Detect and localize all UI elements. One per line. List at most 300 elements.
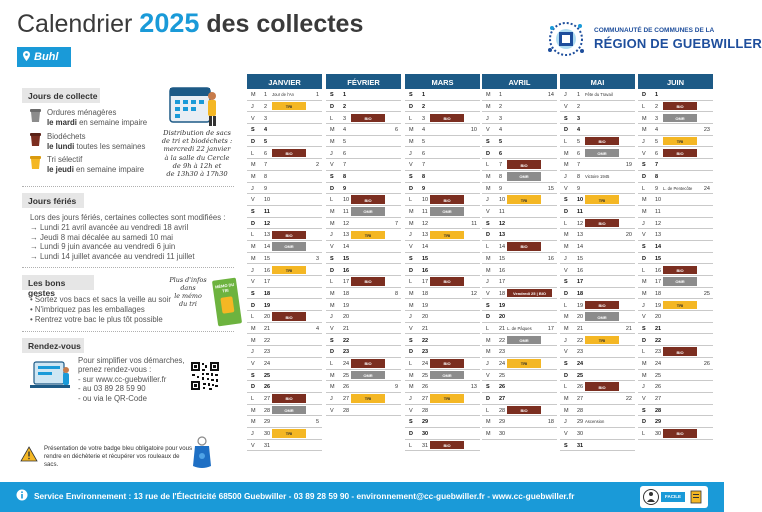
day-letter: D: [642, 174, 646, 180]
day-row: [405, 241, 480, 253]
day-row: [482, 206, 557, 218]
collection-tag: BIO: [663, 149, 697, 157]
day-letter: M: [409, 127, 414, 134]
week-number: 6: [394, 127, 398, 134]
day-row: [326, 218, 401, 230]
week-number: 3: [315, 255, 319, 262]
day-number: 23: [577, 349, 584, 356]
day-number: 27: [422, 396, 429, 403]
day-row: [326, 311, 401, 323]
day-letter: M: [486, 431, 491, 438]
distribution-note-line: de tri et biodéchets :: [161, 137, 233, 146]
rendez-vous-line: - ou via le QR-Code: [78, 393, 147, 403]
distribution-note-line: de 9h à 12h et: [172, 161, 222, 170]
day-number: 20: [343, 314, 350, 321]
day-letter: J: [409, 396, 412, 403]
day-row: [326, 323, 401, 335]
warning-icon: [20, 446, 38, 462]
day-letter: V: [251, 115, 255, 122]
day-number: 12: [655, 220, 662, 227]
day-number: 11: [499, 209, 505, 216]
day-row: [247, 334, 322, 346]
day-row: [247, 101, 322, 113]
day-letter: V: [251, 361, 255, 367]
day-row: [560, 416, 635, 428]
day-letter: L: [564, 302, 568, 309]
collection-tag: TRI: [663, 301, 697, 309]
day-number: 2: [264, 103, 268, 110]
day-number: 9: [264, 185, 268, 192]
day-number: 17: [264, 279, 271, 286]
day-row: [326, 288, 401, 300]
day-number: 31: [264, 442, 271, 449]
grey-bin-icon: [30, 109, 41, 122]
day-number: 24: [499, 361, 506, 367]
day-number: 13: [577, 232, 584, 239]
collecte-tri-frequency: en semaine impaire: [76, 164, 145, 174]
day-number: 20: [499, 314, 506, 321]
week-number: 22: [625, 396, 632, 403]
day-letter: V: [330, 162, 334, 169]
day-letter: J: [642, 138, 645, 145]
day-row: [405, 346, 480, 358]
day-row: [638, 393, 713, 405]
day-letter: J: [251, 185, 254, 192]
day-letter: S: [330, 92, 334, 99]
holiday-label: Jour de l'An: [272, 92, 294, 98]
day-number: 19: [577, 302, 584, 309]
day-number: 3: [264, 115, 268, 122]
day-letter: V: [642, 150, 646, 157]
collection-tag: TRI: [272, 429, 306, 437]
day-row: [326, 147, 401, 159]
day-number: 15: [343, 255, 350, 262]
day-letter: J: [486, 361, 489, 367]
day-row: [638, 288, 713, 300]
day-row: [638, 124, 713, 136]
day-number: 26: [264, 384, 271, 391]
day-letter: M: [251, 337, 256, 344]
day-number: 16: [264, 267, 271, 274]
day-letter: J: [330, 314, 333, 321]
day-row: [638, 311, 713, 323]
day-row: [326, 171, 401, 183]
day-number: 29: [264, 419, 271, 426]
day-row: [326, 299, 401, 311]
day-letter: M: [251, 162, 256, 169]
facile-badge-label: FACILE: [661, 492, 685, 502]
day-number: 8: [343, 174, 347, 180]
day-number: 3: [343, 115, 347, 122]
day-row: [405, 194, 480, 206]
day-number: 13: [499, 232, 506, 239]
day-letter: M: [642, 372, 647, 379]
day-letter: L: [486, 325, 490, 332]
bons-gestes-item: • Sortez vos bacs et sacs la veille au soir: [30, 295, 171, 304]
day-letter: M: [486, 92, 491, 99]
month-column: [247, 74, 322, 451]
day-number: 3: [577, 115, 581, 122]
day-letter: J: [409, 232, 412, 239]
day-letter: M: [486, 255, 491, 262]
jours-feries-item: → Jeudi 8 mai décalée au samedi 10 mai: [30, 232, 174, 242]
day-letter: S: [409, 337, 413, 344]
day-letter: L: [564, 138, 568, 145]
day-letter: M: [251, 174, 256, 180]
day-letter: D: [251, 302, 255, 309]
day-row: [247, 159, 322, 171]
day-row: [560, 241, 635, 253]
collection-tag: BIO: [585, 219, 619, 227]
month-header: JUIN: [638, 74, 713, 89]
day-letter: L: [330, 361, 334, 367]
collection-tag: BIO: [430, 195, 464, 203]
day-row: [638, 416, 713, 428]
holiday-label: Ascension: [585, 419, 605, 425]
day-letter: M: [486, 174, 491, 180]
week-number: 20: [625, 232, 632, 239]
day-letter: S: [409, 255, 413, 262]
day-row: [247, 276, 322, 288]
day-row: [482, 346, 557, 358]
logo-line-2: RÉGION DE GUEBWILLER: [594, 36, 762, 51]
collection-tag: TRI: [663, 137, 697, 145]
day-row: [482, 264, 557, 276]
day-row: [405, 264, 480, 276]
day-number: 6: [655, 150, 659, 157]
jours-feries-item: → Lundi 14 juillet avancée au vendredi 11 juillet: [30, 252, 195, 262]
day-letter: J: [642, 220, 645, 227]
qr-code-icon[interactable]: [190, 361, 220, 391]
day-number: 4: [499, 127, 503, 134]
day-letter: M: [486, 185, 491, 192]
day-number: 5: [422, 138, 426, 145]
day-row: [560, 147, 635, 159]
day-row: [482, 405, 557, 417]
day-letter: L: [642, 267, 646, 274]
day-letter: S: [409, 419, 413, 426]
collecte-omr: [47, 108, 147, 127]
day-number: 11: [264, 209, 270, 216]
day-letter: J: [251, 349, 254, 356]
collection-tag: BIO: [507, 242, 541, 250]
day-number: 17: [577, 279, 584, 286]
day-row: [326, 89, 401, 101]
day-number: 27: [577, 396, 584, 403]
day-number: 12: [499, 220, 506, 227]
person-icon: [643, 489, 659, 505]
day-number: 21: [499, 325, 506, 332]
day-row: [560, 334, 635, 346]
day-letter: M: [486, 349, 491, 356]
day-letter: M: [251, 325, 256, 332]
day-letter: S: [251, 290, 255, 297]
day-row: [560, 159, 635, 171]
day-number: 28: [264, 407, 271, 414]
day-number: 25: [343, 372, 350, 379]
day-number: 21: [264, 325, 271, 332]
day-row: [247, 311, 322, 323]
day-letter: M: [409, 290, 414, 297]
day-number: 16: [655, 267, 662, 274]
day-row: [247, 370, 322, 382]
day-letter: D: [409, 267, 413, 274]
day-row: [482, 183, 557, 195]
day-letter: J: [251, 267, 254, 274]
day-number: 29: [577, 419, 584, 426]
day-letter: V: [564, 431, 568, 438]
day-letter: J: [486, 279, 489, 286]
week-number: 26: [703, 361, 710, 367]
day-row: [405, 183, 480, 195]
calendar-illustration-icon: [168, 82, 220, 128]
collection-tag: OMR: [430, 207, 464, 215]
footer-bar: [0, 482, 724, 512]
day-row: [405, 159, 480, 171]
day-number: 19: [499, 302, 506, 309]
day-letter: D: [486, 314, 490, 321]
day-row: [326, 124, 401, 136]
day-number: 6: [343, 150, 347, 157]
day-row: [560, 194, 635, 206]
week-number: 8: [394, 290, 398, 297]
day-row: [560, 370, 635, 382]
day-number: 21: [577, 325, 584, 332]
day-row: [638, 370, 713, 382]
day-letter: S: [642, 407, 646, 414]
day-letter: M: [409, 220, 414, 227]
day-row: [247, 206, 322, 218]
day-number: 18: [499, 290, 506, 297]
collection-tag: BIO: [430, 441, 464, 449]
day-number: 20: [422, 314, 429, 321]
week-number: 17: [547, 325, 554, 332]
day-row: [326, 381, 401, 393]
page-title: [17, 8, 363, 39]
section-jours-feries-heading: Jours fériés: [22, 193, 84, 208]
day-row: [326, 334, 401, 346]
day-number: 9: [577, 185, 581, 192]
day-number: 5: [499, 138, 503, 145]
day-row: [482, 323, 557, 335]
section-jours-collecte-heading: Jours de collecte: [22, 88, 100, 103]
day-number: 11: [422, 209, 428, 216]
day-number: 15: [577, 255, 584, 262]
day-row: [560, 440, 635, 452]
month-header: MARS: [405, 74, 480, 89]
day-letter: M: [330, 220, 335, 227]
day-letter: M: [251, 407, 256, 414]
day-number: 4: [655, 127, 659, 134]
day-row: [482, 194, 557, 206]
day-row: [638, 358, 713, 370]
day-row: [638, 206, 713, 218]
footer-contact-text: Service Environnement : 13 rue de l'Électricité 68500 Guebwiller - 03 89 28 59 90 - environnement@cc-guebwiller.fr - www.cc-guebwiller.fr: [34, 491, 575, 501]
collection-tag: TRI: [430, 231, 464, 239]
collection-tag: TRI: [430, 394, 464, 402]
day-letter: M: [486, 103, 491, 110]
day-row: [247, 288, 322, 300]
month-column: [638, 74, 713, 440]
day-letter: S: [486, 302, 490, 309]
day-letter: D: [330, 349, 334, 356]
day-row: [482, 124, 557, 136]
day-row: [247, 381, 322, 393]
city-name: Buhl: [34, 51, 59, 63]
day-number: 28: [499, 407, 506, 414]
distribution-note-line: de 13h30 à 17h30: [166, 170, 228, 179]
day-number: 18: [264, 290, 271, 297]
day-number: 10: [264, 197, 271, 204]
day-number: 15: [499, 255, 506, 262]
day-letter: J: [642, 302, 645, 309]
day-letter: S: [251, 372, 255, 379]
week-number: 25: [703, 290, 710, 297]
day-row: [326, 346, 401, 358]
day-row: [482, 253, 557, 265]
collection-tag: Vendredi 25 | BIO: [507, 289, 552, 297]
week-number: 16: [547, 255, 554, 262]
month-column: [560, 74, 635, 451]
section-bons-gestes-heading: Les bons gestes: [22, 275, 94, 290]
day-row: [326, 393, 401, 405]
day-number: 17: [422, 279, 429, 286]
distribution-note-line: Distribution de sacs: [163, 129, 231, 137]
day-row: [405, 334, 480, 346]
collection-tag: OMR: [351, 371, 385, 379]
badge-note-line: rendre en déchèterie et récupérer vos rouleaux de sacs.: [44, 453, 180, 468]
memo-note-line: Plus d'infos: [169, 276, 207, 284]
rendez-vous-text: [78, 356, 185, 403]
day-row: [560, 218, 635, 230]
day-letter: M: [409, 138, 414, 145]
day-letter: V: [409, 325, 413, 332]
day-row: [247, 416, 322, 428]
day-letter: M: [642, 127, 647, 134]
day-letter: L: [251, 314, 255, 321]
collection-tag: BIO: [351, 359, 385, 367]
brown-bin-icon: [30, 133, 41, 146]
day-letter: M: [564, 244, 569, 251]
collection-tag: BIO: [585, 382, 619, 390]
day-number: 19: [343, 302, 350, 309]
day-row: [405, 299, 480, 311]
day-letter: D: [330, 103, 334, 110]
day-number: 27: [264, 396, 271, 403]
day-number: 20: [577, 314, 584, 321]
day-row: [638, 264, 713, 276]
day-letter: M: [564, 407, 569, 414]
day-number: 3: [422, 115, 426, 122]
day-row: [405, 136, 480, 148]
day-letter: V: [409, 244, 413, 251]
day-letter: M: [642, 279, 647, 286]
day-letter: S: [409, 92, 413, 99]
day-letter: M: [409, 302, 414, 309]
day-number: 2: [422, 103, 426, 110]
day-row: [638, 428, 713, 440]
day-number: 14: [422, 244, 429, 251]
jours-feries-item: → Lundi 21 avril avancée au vendredi 18 avril: [30, 222, 189, 232]
day-letter: M: [330, 290, 335, 297]
day-row: [560, 393, 635, 405]
day-number: 15: [264, 255, 271, 262]
day-letter: L: [251, 150, 255, 157]
day-letter: M: [251, 255, 256, 262]
collecte-tri: [47, 155, 144, 174]
collecte-tri-day: le jeudi: [47, 164, 74, 174]
day-number: 14: [577, 244, 584, 251]
month-column: [482, 74, 557, 440]
day-number: 7: [577, 162, 581, 169]
distribution-note-line: à la salle du Cercle: [164, 153, 230, 162]
day-letter: M: [330, 127, 335, 134]
day-row: [326, 229, 401, 241]
day-row: [638, 194, 713, 206]
day-row: [482, 370, 557, 382]
day-letter: J: [564, 419, 567, 426]
day-letter: V: [251, 279, 255, 286]
distribution-note: [154, 129, 240, 178]
day-number: 1: [264, 92, 268, 99]
day-row: [638, 159, 713, 171]
memo-tri-booklet: [212, 278, 242, 327]
day-number: 10: [499, 197, 506, 204]
collection-tag: TRI: [507, 195, 541, 203]
rendez-vous-website-link[interactable]: - sur www.cc-guebwiller.fr: [78, 374, 167, 384]
day-number: 25: [422, 372, 429, 379]
day-number: 28: [422, 407, 429, 414]
day-letter: S: [251, 127, 255, 134]
day-number: 27: [655, 396, 662, 403]
day-letter: D: [642, 419, 646, 426]
day-row: [247, 405, 322, 417]
day-row: [482, 393, 557, 405]
day-row: [405, 147, 480, 159]
day-row: [247, 218, 322, 230]
day-letter: L: [251, 396, 255, 403]
day-number: 2: [343, 103, 347, 110]
day-row: [560, 124, 635, 136]
day-letter: V: [330, 325, 334, 332]
day-row: [247, 229, 322, 241]
day-letter: M: [409, 372, 414, 379]
day-letter: J: [251, 431, 254, 438]
day-letter: J: [564, 255, 567, 262]
jours-feries-item: → Lundi 9 juin avancée au vendredi 6 juin: [30, 242, 176, 252]
day-row: [560, 112, 635, 124]
collection-tag: BIO: [507, 406, 541, 414]
day-number: 21: [422, 325, 429, 332]
day-letter: D: [486, 396, 490, 403]
day-letter: L: [409, 197, 413, 204]
day-letter: M: [330, 302, 335, 309]
day-number: 20: [655, 314, 662, 321]
week-number: 4: [315, 325, 319, 332]
day-letter: M: [564, 396, 569, 403]
day-row: [560, 136, 635, 148]
day-letter: J: [330, 396, 333, 403]
day-letter: S: [564, 361, 568, 367]
day-number: 7: [655, 162, 659, 169]
day-letter: V: [642, 396, 646, 403]
day-row: [560, 358, 635, 370]
day-number: 28: [577, 407, 584, 414]
day-number: 30: [577, 431, 584, 438]
collecte-bio: [47, 132, 145, 151]
day-row: [560, 206, 635, 218]
day-number: 1: [343, 92, 347, 99]
